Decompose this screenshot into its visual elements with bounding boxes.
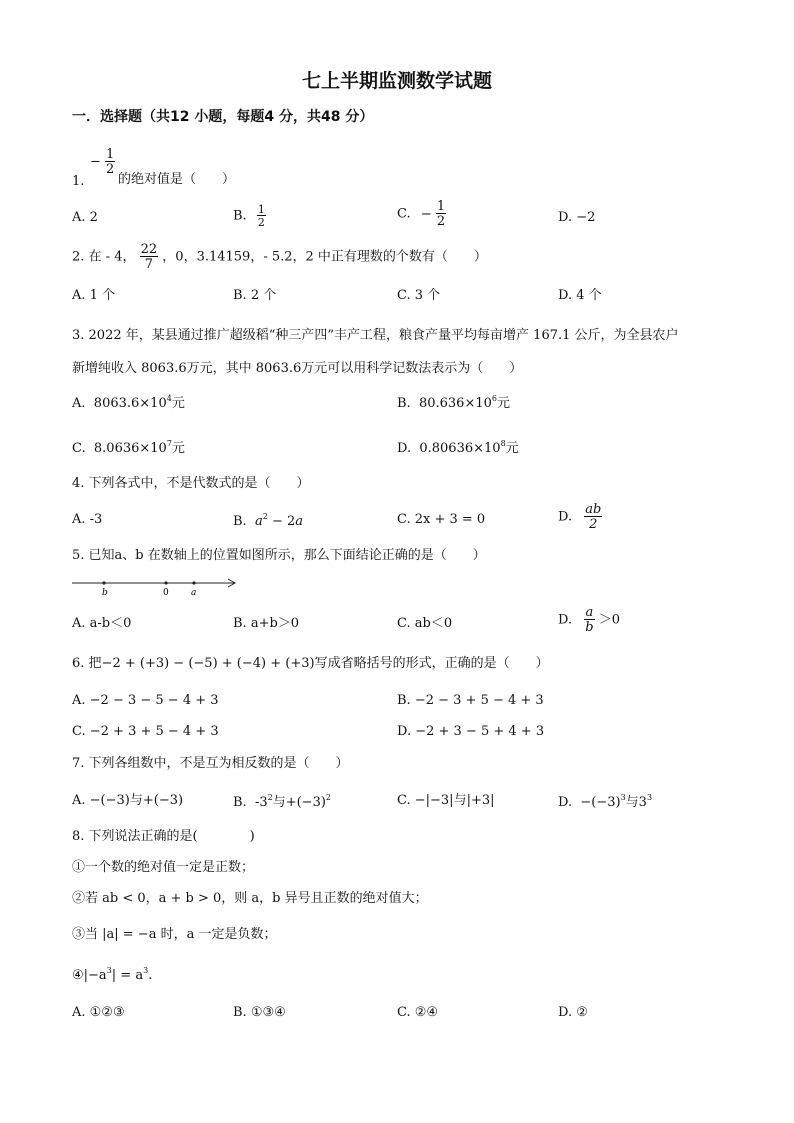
q2-option-c: C. 3 个 (397, 288, 441, 303)
point-a (192, 581, 195, 584)
q3-option-d: D. $0.80636\times 10^8$元 (397, 439, 519, 456)
q6-option-b: B. −2 − 3 + 5 − 4 + 3 (397, 693, 544, 708)
question-1-stem: 的绝对值是（ ） (118, 172, 236, 187)
section-heading: 一．选择题（共12 小题，每题4 分，共48 分） (72, 109, 374, 125)
question-8-stem: 8. 下列说法正确的是( ) (72, 829, 255, 844)
q4-option-c: C. 2x + 3 = 0 (397, 512, 486, 527)
q4-option-a: A. -3 (72, 512, 103, 527)
question-7-stem: 7. 下列各组数中，不是互为相反数的是（ ） (72, 756, 349, 771)
q8-option-b: B. ①③④ (233, 1005, 286, 1020)
q1-option-d: D. −2 (558, 210, 596, 225)
question-6-stem: 6. 把−2 + (+3) − (−5) + (−4) + (+3)写成省略括号的形式，正确的是（ ） (72, 656, 549, 671)
q2-option-b: B. 2 个 (233, 288, 277, 303)
q8-option-c: C. ②④ (397, 1005, 439, 1020)
point-b (102, 581, 105, 584)
q7-option-b: B. $-3^2$与$+(-3)^2$ (233, 793, 332, 810)
q7-option-c: C. −|−3|与|+3| (397, 793, 495, 808)
q4-option-b: B. $a^2 - 2a$ (233, 512, 304, 529)
label-zero: 0 (163, 588, 169, 598)
q7-option-a: A. −(−3)与+(−3) (72, 793, 184, 808)
question-3-line-2: 新增纯收入 8063.6万元，其中 8063.6万元可以用科学记数法表示为（ ） (72, 361, 523, 376)
q8-statement-3: ③当 |a| = −a 时，a 一定是负数； (72, 927, 277, 942)
q8-option-a: A. ①②③ (72, 1005, 125, 1020)
question-1-fraction (90, 148, 115, 176)
number-line-figure (70, 574, 240, 598)
q1-option-a: A. 2 (72, 210, 98, 225)
question-4-stem: 4. 下列各式中，不是代数式的是（ ） (72, 476, 310, 491)
q8-option-d: D. ② (558, 1005, 588, 1020)
question-5-stem: 5. 已知a、b 在数轴上的位置如图所示，那么下面结论正确的是（ ） (72, 548, 486, 563)
q2-option-d: D. 4 个 (558, 288, 602, 303)
q3-option-c: C. $8.0636\times 10^7$元 (72, 439, 185, 456)
q6-option-c: C. −2 + 3 + 5 − 4 + 3 (72, 724, 219, 739)
q5-option-a: A. a-b＜0 (72, 616, 132, 631)
q1-option-c: C. − $\frac{1}{2}$ (397, 199, 446, 229)
q1-option-b: B. $\frac{1}{2}$ (233, 203, 265, 229)
q8-statement-1: ①一个数的绝对值一定是正数； (72, 860, 255, 875)
q6-option-d: D. −2 + 3 − 5 + 4 + 3 (397, 724, 545, 739)
q6-option-a: A. −2 − 3 − 5 − 4 + 3 (72, 693, 219, 708)
page-title: 七上半期监测数学试题 (301, 70, 492, 92)
question-3-line-1: 3. 2022 年，某县通过推广超级稻“种三产四”丰产工程，粮食产量平均每亩增产 167.1 公斤，为全县农户 (72, 328, 679, 343)
q7-option-d: D. $-(-3)^3$与$3^3$ (558, 793, 653, 810)
point-zero (164, 581, 167, 584)
q8-statement-2: ②若 ab < 0，a + b > 0，则 a，b 异号且正数的绝对值大； (72, 891, 428, 906)
label-a: a (191, 588, 197, 598)
q2-option-a: A. 1 个 (72, 288, 116, 303)
q4-option-d: D. $\frac{ab}{2}$ (558, 502, 602, 532)
q3-option-a: A. $8063.6\times 10^4$元 (72, 394, 185, 411)
q5-option-c: C. ab＜0 (397, 616, 453, 631)
q1-frac: $\frac{1}{2}$ (106, 147, 115, 177)
q3-option-b: B. $80.636\times 10^6$元 (397, 394, 510, 411)
q5-option-b: B. a+b＞0 (233, 616, 300, 631)
question-2-stem: 2. 在 - 4， $\frac{22}{7}$ ，0，3.14159，- 5.2，2 中正有理数的个数有（ ） (72, 242, 487, 272)
q8-statement-4: $④|-a^3| = a^3$. (72, 966, 153, 983)
question-1-number: 1. (72, 174, 85, 189)
q5-option-d: D. $\frac{a}{b}$ ＞0 (558, 605, 620, 635)
q1-sign: − (90, 154, 101, 170)
label-b: b (102, 588, 108, 598)
